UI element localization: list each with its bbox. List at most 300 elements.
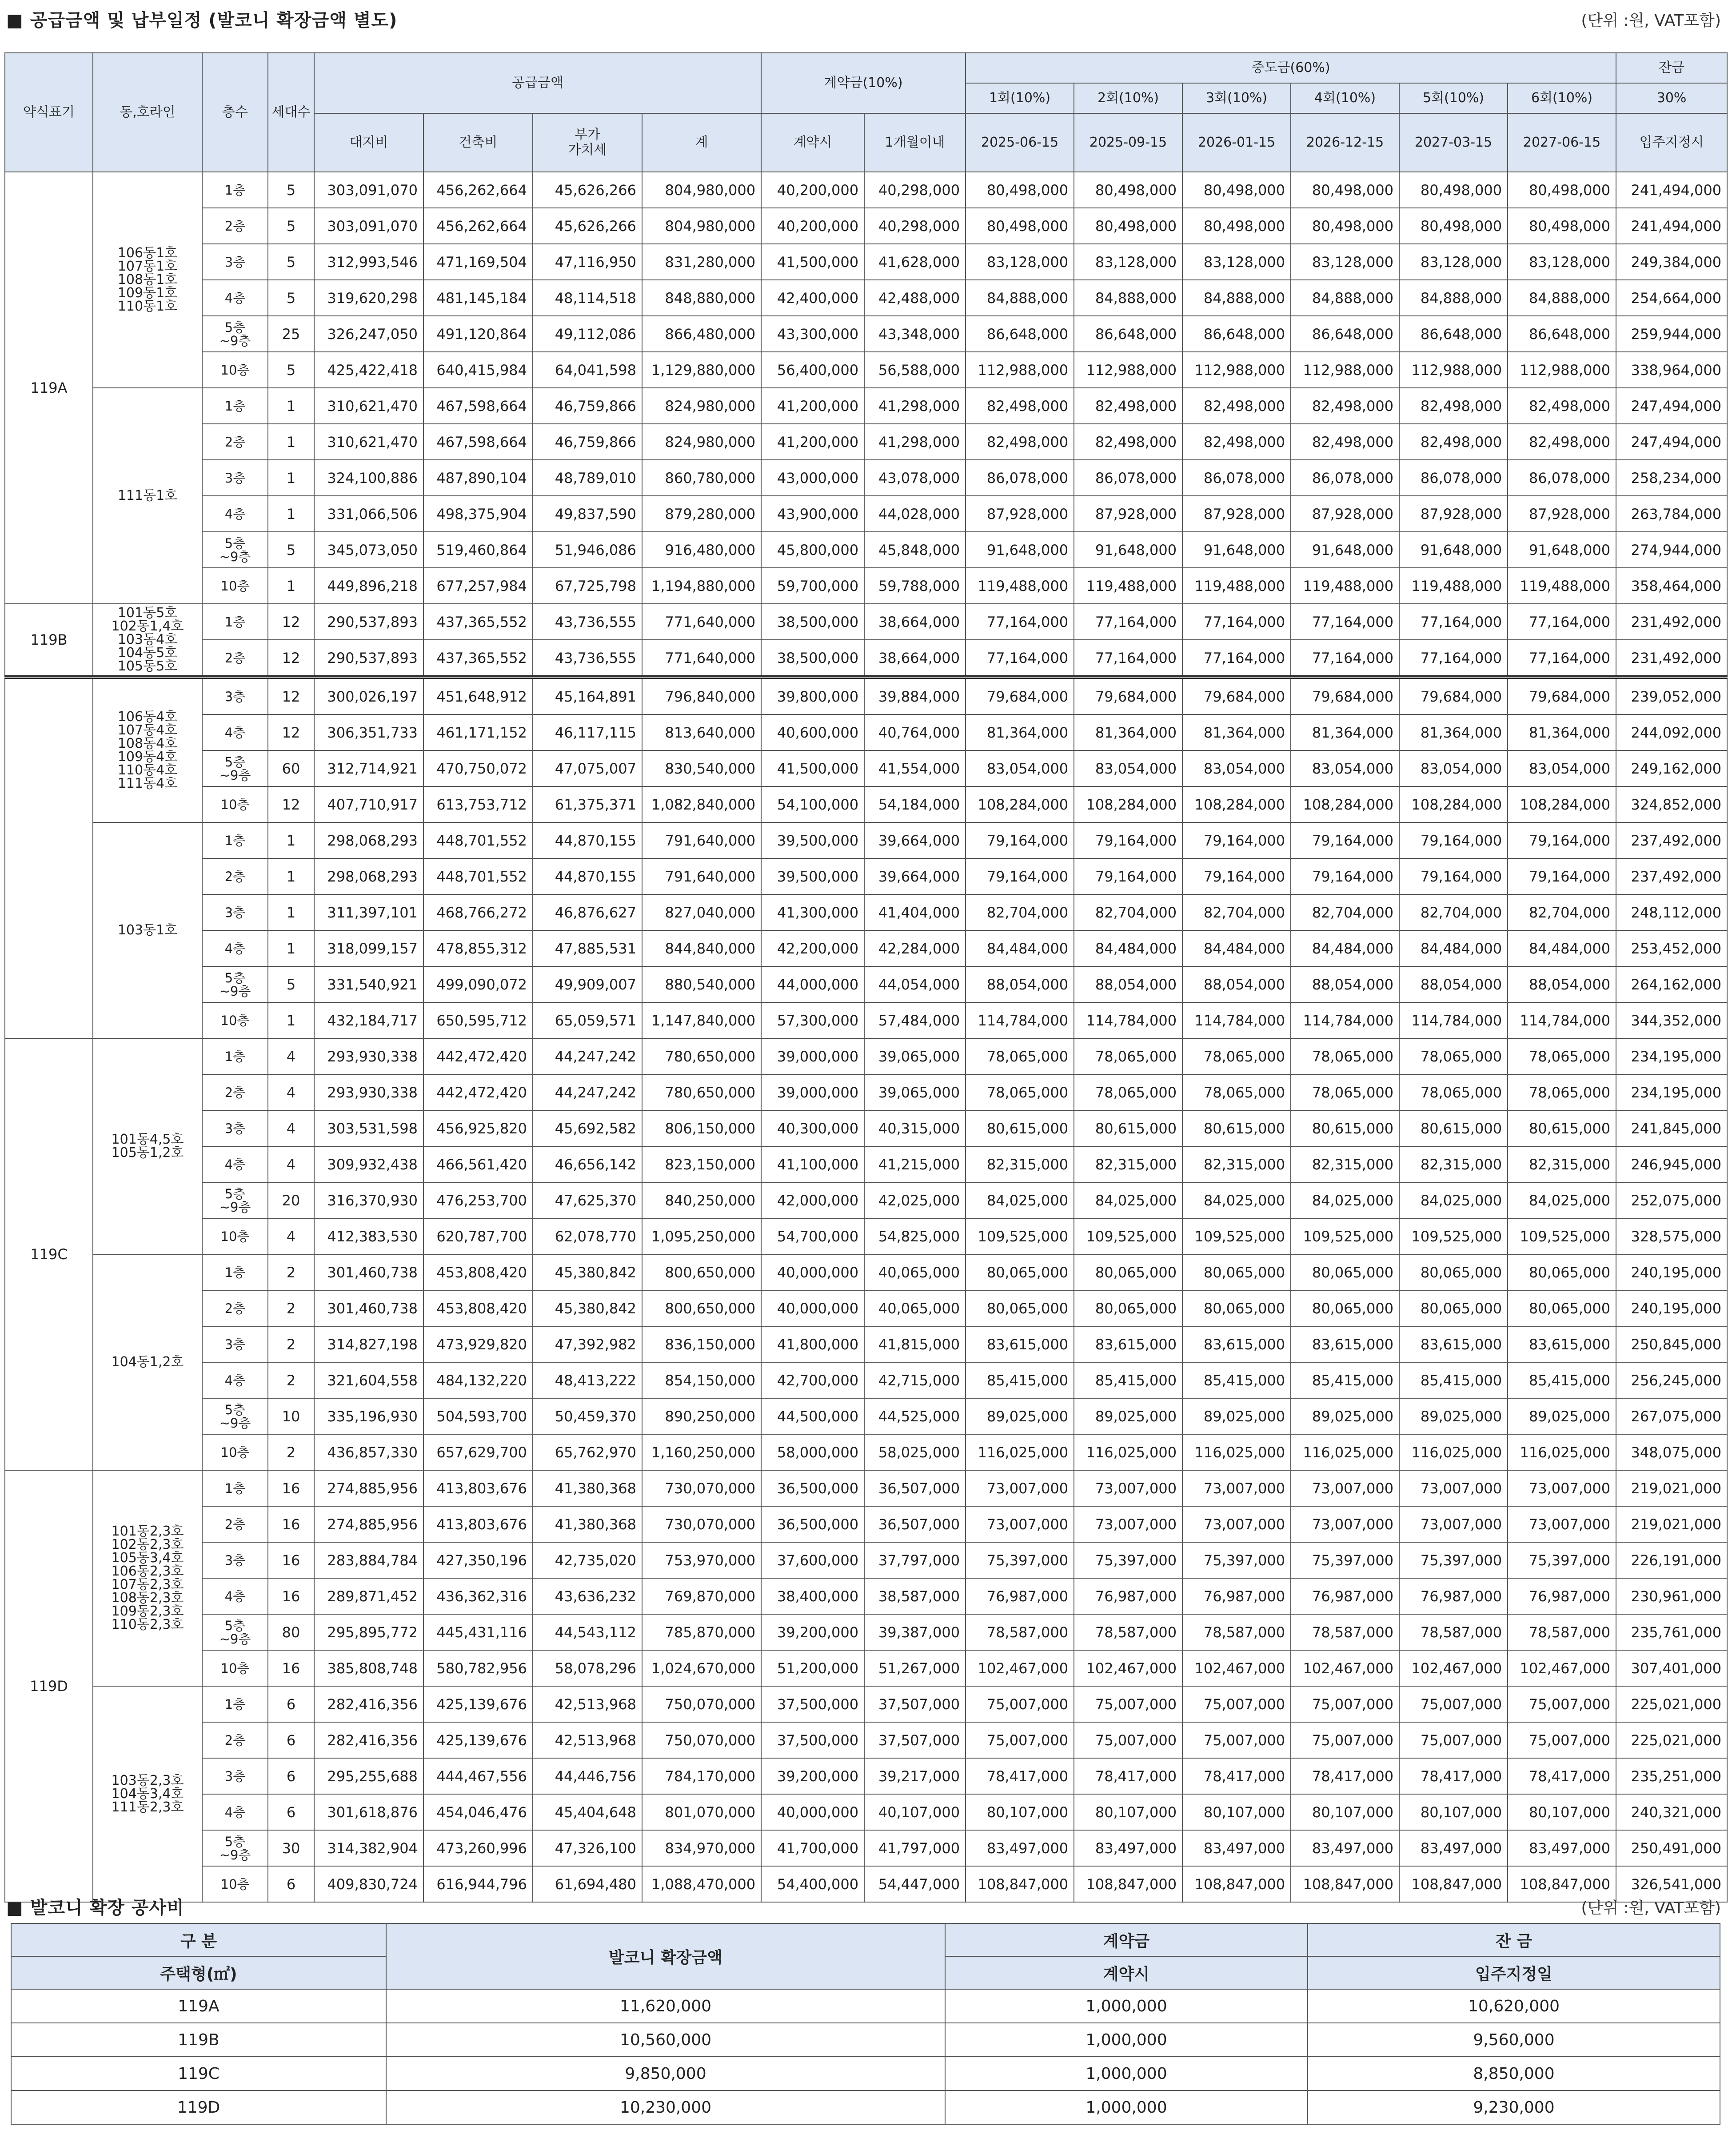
amount-cell: 42,735,020 [533, 1542, 642, 1578]
amount-cell: 298,068,293 [314, 858, 423, 894]
amount-cell: 827,040,000 [642, 894, 761, 930]
balcony-row [11, 2023, 1720, 2057]
amount-cell: 445,431,116 [423, 1614, 533, 1650]
units-cell: 2 [268, 1326, 314, 1362]
amount-cell: 41,404,000 [864, 894, 966, 930]
amount-cell: 311,397,101 [314, 894, 423, 930]
floor-cell: 10층 [202, 568, 268, 604]
floor-cell: 10층 [202, 1650, 268, 1686]
type-cell: 119C [5, 1038, 93, 1470]
amount-cell: 108,284,000 [1291, 786, 1399, 822]
amount-cell: 78,065,000 [1399, 1038, 1508, 1074]
amount-cell: 80,107,000 [1182, 1794, 1291, 1830]
table-row [5, 1722, 1727, 1758]
amount-cell: 44,870,155 [533, 822, 642, 858]
amount-cell: 82,498,000 [1508, 424, 1616, 460]
amount-cell: 240,195,000 [1616, 1290, 1727, 1326]
amount-cell: 41,500,000 [761, 750, 864, 786]
amount-cell: 54,825,000 [864, 1218, 966, 1254]
amount-cell: 54,447,000 [864, 1866, 966, 1902]
amount-cell: 73,007,000 [1074, 1470, 1182, 1506]
table-row [5, 894, 1727, 930]
amount-cell: 780,650,000 [642, 1038, 761, 1074]
amount-cell: 116,025,000 [1399, 1434, 1508, 1470]
amount-cell: 36,507,000 [864, 1470, 966, 1506]
amount-cell: 45,164,891 [533, 677, 642, 714]
col-middle: 중도금(60%) [966, 53, 1616, 83]
amount-cell: 39,065,000 [864, 1074, 966, 1110]
amount-cell: 39,000,000 [761, 1038, 864, 1074]
amount-cell: 38,587,000 [864, 1578, 966, 1614]
table-row [5, 930, 1727, 966]
amount-cell: 75,007,000 [1508, 1722, 1616, 1758]
amount-cell: 73,007,000 [966, 1470, 1074, 1506]
balcony-row [11, 2090, 1720, 2124]
amount-cell: 344,352,000 [1616, 1002, 1727, 1038]
amount-cell: 80,065,000 [1399, 1290, 1508, 1326]
col-balance: 잔금 [1616, 53, 1727, 83]
units-cell: 16 [268, 1470, 314, 1506]
units-cell: 16 [268, 1578, 314, 1614]
floor-cell: 4층 [202, 1362, 268, 1398]
amount-cell: 40,000,000 [761, 1290, 864, 1326]
amount-cell: 425,139,676 [423, 1686, 533, 1722]
amount-cell: 46,759,866 [533, 424, 642, 460]
amount-cell: 79,164,000 [1399, 858, 1508, 894]
amount-cell: 82,498,000 [1074, 424, 1182, 460]
units-cell: 4 [268, 1110, 314, 1146]
table-row [5, 750, 1727, 786]
amount-cell: 37,507,000 [864, 1722, 966, 1758]
amount-cell: 112,988,000 [1182, 352, 1291, 388]
floor-cell: 2층 [202, 1074, 268, 1110]
amount-cell: 84,025,000 [1399, 1182, 1508, 1218]
amount-cell: 82,315,000 [1291, 1146, 1399, 1182]
col-m1: 1회(10%) [966, 83, 1074, 113]
amount-cell: 102,467,000 [966, 1650, 1074, 1686]
amount-cell: 75,397,000 [1182, 1542, 1291, 1578]
units-cell: 6 [268, 1866, 314, 1902]
dong-cell: 101동2,3호 102동2,3호 105동3,4호 106동2,3호 107동2,3호 108동2,3호 109동2,3호 110동2,3호 [93, 1470, 202, 1686]
amount-cell: 880,540,000 [642, 966, 761, 1002]
table-row [5, 208, 1727, 244]
amount-cell: 38,500,000 [761, 604, 864, 640]
balcony-title: ■ 발코니 확장 공사비 [6, 1898, 184, 1918]
amount-cell: 81,364,000 [966, 714, 1074, 750]
amount-cell: 41,797,000 [864, 1830, 966, 1866]
amount-cell: 473,260,996 [423, 1830, 533, 1866]
amount-cell: 78,065,000 [1074, 1074, 1182, 1110]
amount-cell: 42,513,968 [533, 1722, 642, 1758]
amount-cell: 730,070,000 [642, 1470, 761, 1506]
col-land: 대지비 [314, 113, 423, 172]
amount-cell: 40,764,000 [864, 714, 966, 750]
amount-cell: 84,888,000 [1074, 280, 1182, 316]
amount-cell: 75,007,000 [1508, 1686, 1616, 1722]
amount-cell: 44,525,000 [864, 1398, 966, 1434]
amount-cell: 57,484,000 [864, 1002, 966, 1038]
amount-cell: 44,247,242 [533, 1038, 642, 1074]
amount-cell: 436,362,316 [423, 1578, 533, 1614]
amount-cell: 43,300,000 [761, 316, 864, 352]
floor-cell: 5층 ~9층 [202, 1398, 268, 1434]
units-cell: 1 [268, 822, 314, 858]
floor-cell: 1층 [202, 1686, 268, 1722]
amount-cell: 58,000,000 [761, 1434, 864, 1470]
amount-cell: 42,513,968 [533, 1686, 642, 1722]
amount-cell: 310,621,470 [314, 424, 423, 460]
amount-cell: 314,827,198 [314, 1326, 423, 1362]
amount-cell: 91,648,000 [1399, 532, 1508, 568]
amount-cell: 263,784,000 [1616, 496, 1727, 532]
amount-cell: 1,088,470,000 [642, 1866, 761, 1902]
amount-cell: 250,845,000 [1616, 1326, 1727, 1362]
amount-cell: 109,525,000 [1291, 1218, 1399, 1254]
amount-cell: 225,021,000 [1616, 1722, 1727, 1758]
amount-cell: 237,492,000 [1616, 858, 1727, 894]
amount-cell: 499,090,072 [423, 966, 533, 1002]
amount-cell: 76,987,000 [1182, 1578, 1291, 1614]
amount-cell: 247,494,000 [1616, 424, 1727, 460]
amount-cell: 75,007,000 [966, 1722, 1074, 1758]
amount-cell: 77,164,000 [1399, 604, 1508, 640]
amount-cell: 75,397,000 [1399, 1542, 1508, 1578]
floor-cell: 3층 [202, 1758, 268, 1794]
amount-cell: 282,416,356 [314, 1686, 423, 1722]
amount-cell: 804,980,000 [642, 172, 761, 208]
amount-cell: 916,480,000 [642, 532, 761, 568]
amount-cell: 791,640,000 [642, 822, 761, 858]
amount-cell: 83,128,000 [966, 244, 1074, 280]
amount-cell: 41,298,000 [864, 388, 966, 424]
amount-cell: 73,007,000 [1508, 1506, 1616, 1542]
amount-cell: 76,987,000 [966, 1578, 1074, 1614]
amount-cell: 83,615,000 [1074, 1326, 1182, 1362]
col-d2: 2025-09-15 [1074, 113, 1182, 172]
amount-cell: 84,888,000 [1182, 280, 1291, 316]
units-cell: 2 [268, 1434, 314, 1470]
page-title: ■ 공급금액 및 납부일정 (발코니 확장금액 별도) [6, 10, 398, 31]
units-cell: 30 [268, 1830, 314, 1866]
amount-cell: 45,380,842 [533, 1254, 642, 1290]
amount-cell: 40,000,000 [761, 1254, 864, 1290]
amount-cell: 91,648,000 [1508, 532, 1616, 568]
col-d5: 2027-03-15 [1399, 113, 1508, 172]
amount-cell: 119,488,000 [1074, 568, 1182, 604]
amount-cell: 800,650,000 [642, 1254, 761, 1290]
amount-cell: 112,988,000 [1291, 352, 1399, 388]
amount-cell: 43,636,232 [533, 1578, 642, 1614]
amount-cell: 453,808,420 [423, 1254, 533, 1290]
units-cell: 12 [268, 677, 314, 714]
amount-cell: 51,946,086 [533, 532, 642, 568]
amount-cell: 108,284,000 [966, 786, 1074, 822]
amount-cell: 791,640,000 [642, 858, 761, 894]
amount-cell: 77,164,000 [1182, 640, 1291, 677]
units-cell: 12 [268, 714, 314, 750]
type-cell: 119B [5, 604, 93, 677]
amount-cell: 38,400,000 [761, 1578, 864, 1614]
amount-cell: 44,028,000 [864, 496, 966, 532]
amount-cell: 312,714,921 [314, 750, 423, 786]
table-row [5, 966, 1727, 1002]
amount-cell: 78,417,000 [1182, 1758, 1291, 1794]
amount-cell: 86,078,000 [1291, 460, 1399, 496]
amount-cell: 301,618,876 [314, 1794, 423, 1830]
amount-cell: 82,498,000 [1074, 388, 1182, 424]
amount-cell: 83,497,000 [966, 1830, 1074, 1866]
amount-cell: 82,315,000 [1182, 1146, 1291, 1182]
amount-cell: 86,078,000 [966, 460, 1074, 496]
amount-cell: 40,200,000 [761, 172, 864, 208]
amount-cell: 331,540,921 [314, 966, 423, 1002]
amount-cell: 235,251,000 [1616, 1758, 1727, 1794]
table-row [5, 1146, 1727, 1182]
table-row [5, 1758, 1727, 1794]
amount-cell: 290,537,893 [314, 604, 423, 640]
amount-cell: 39,664,000 [864, 822, 966, 858]
amount-cell: 225,021,000 [1616, 1686, 1727, 1722]
amount-cell: 82,704,000 [1291, 894, 1399, 930]
amount-cell: 468,766,272 [423, 894, 533, 930]
amount-cell: 89,025,000 [1399, 1398, 1508, 1434]
amount-cell: 425,139,676 [423, 1722, 533, 1758]
amount-cell: 45,692,582 [533, 1110, 642, 1146]
amount-cell: 77,164,000 [1508, 640, 1616, 677]
amount-cell: 840,250,000 [642, 1182, 761, 1218]
amount-cell: 47,326,100 [533, 1830, 642, 1866]
amount-cell: 80,498,000 [1074, 208, 1182, 244]
amount-cell: 83,497,000 [1508, 1830, 1616, 1866]
amount-cell: 41,380,368 [533, 1470, 642, 1506]
amount-cell: 82,498,000 [1182, 424, 1291, 460]
amount-cell: 831,280,000 [642, 244, 761, 280]
amount-cell: 801,070,000 [642, 1794, 761, 1830]
amount-cell: 326,541,000 [1616, 1866, 1727, 1902]
amount-cell: 40,298,000 [864, 172, 966, 208]
floor-cell: 1층 [202, 822, 268, 858]
amount-cell: 80,498,000 [1182, 172, 1291, 208]
amount-cell: 456,925,820 [423, 1110, 533, 1146]
amount-cell: 226,191,000 [1616, 1542, 1727, 1578]
amount-cell: 116,025,000 [1182, 1434, 1291, 1470]
floor-cell: 2층 [202, 424, 268, 460]
amount-cell: 39,217,000 [864, 1758, 966, 1794]
amount-cell: 79,164,000 [1074, 858, 1182, 894]
amount-cell: 88,054,000 [1182, 966, 1291, 1002]
amount-cell: 259,944,000 [1616, 316, 1727, 352]
amount-cell: 44,247,242 [533, 1074, 642, 1110]
amount-cell: 436,857,330 [314, 1434, 423, 1470]
amount-cell: 102,467,000 [1074, 1650, 1182, 1686]
floor-cell: 5층 ~9층 [202, 1614, 268, 1650]
amount-cell: 78,065,000 [1508, 1074, 1616, 1110]
floor-cell: 2층 [202, 1506, 268, 1542]
amount-cell: 274,885,956 [314, 1470, 423, 1506]
amount-cell: 112,988,000 [1508, 352, 1616, 388]
balcony-balance-cell: 8,850,000 [1308, 2057, 1720, 2090]
amount-cell: 303,091,070 [314, 172, 423, 208]
amount-cell: 306,351,733 [314, 714, 423, 750]
amount-cell: 83,128,000 [1291, 244, 1399, 280]
amount-cell: 78,065,000 [966, 1038, 1074, 1074]
amount-cell: 301,460,738 [314, 1254, 423, 1290]
amount-cell: 800,650,000 [642, 1290, 761, 1326]
amount-cell: 80,065,000 [1399, 1254, 1508, 1290]
amount-cell: 476,253,700 [423, 1182, 533, 1218]
amount-cell: 444,467,556 [423, 1758, 533, 1794]
amount-cell: 84,888,000 [1508, 280, 1616, 316]
amount-cell: 89,025,000 [1508, 1398, 1616, 1434]
amount-cell: 76,987,000 [1508, 1578, 1616, 1614]
amount-cell: 46,876,627 [533, 894, 642, 930]
amount-cell: 59,700,000 [761, 568, 864, 604]
table-row [5, 1110, 1727, 1146]
amount-cell: 86,648,000 [1291, 316, 1399, 352]
units-cell: 25 [268, 316, 314, 352]
floor-cell: 4층 [202, 930, 268, 966]
amount-cell: 54,184,000 [864, 786, 966, 822]
amount-cell: 39,387,000 [864, 1614, 966, 1650]
amount-cell: 102,467,000 [1182, 1650, 1291, 1686]
balcony-col-balance: 잔 금 [1308, 1923, 1720, 1956]
amount-cell: 75,007,000 [1399, 1686, 1508, 1722]
amount-cell: 39,800,000 [761, 677, 864, 714]
balcony-col-contract-at: 계약시 [945, 1956, 1308, 1989]
table-row [5, 1326, 1727, 1362]
amount-cell: 231,492,000 [1616, 604, 1727, 640]
amount-cell: 80,065,000 [966, 1254, 1074, 1290]
units-cell: 12 [268, 786, 314, 822]
amount-cell: 824,980,000 [642, 424, 761, 460]
amount-cell: 41,380,368 [533, 1506, 642, 1542]
amount-cell: 39,500,000 [761, 822, 864, 858]
amount-cell: 75,397,000 [966, 1542, 1074, 1578]
floor-cell: 5층 ~9층 [202, 316, 268, 352]
amount-cell: 77,164,000 [1508, 604, 1616, 640]
amount-cell: 84,484,000 [966, 930, 1074, 966]
amount-cell: 75,007,000 [1182, 1722, 1291, 1758]
amount-cell: 41,200,000 [761, 388, 864, 424]
floor-cell: 1층 [202, 1254, 268, 1290]
amount-cell: 58,025,000 [864, 1434, 966, 1470]
amount-cell: 487,890,104 [423, 460, 533, 496]
amount-cell: 80,498,000 [966, 208, 1074, 244]
amount-cell: 85,415,000 [1074, 1362, 1182, 1398]
units-cell: 6 [268, 1722, 314, 1758]
amount-cell: 43,900,000 [761, 496, 864, 532]
floor-cell: 5층 ~9층 [202, 1182, 268, 1218]
col-type: 약식표기 [5, 53, 93, 172]
amount-cell: 80,498,000 [1182, 208, 1291, 244]
balcony-amount-cell: 9,850,000 [386, 2057, 945, 2090]
amount-cell: 114,784,000 [1182, 1002, 1291, 1038]
amount-cell: 78,065,000 [1399, 1074, 1508, 1110]
units-cell: 6 [268, 1794, 314, 1830]
amount-cell: 80,107,000 [1399, 1794, 1508, 1830]
amount-cell: 85,415,000 [1508, 1362, 1616, 1398]
amount-cell: 860,780,000 [642, 460, 761, 496]
amount-cell: 80,065,000 [1291, 1290, 1399, 1326]
floor-cell: 10층 [202, 352, 268, 388]
amount-cell: 425,422,418 [314, 352, 423, 388]
amount-cell: 470,750,072 [423, 750, 533, 786]
amount-cell: 461,171,152 [423, 714, 533, 750]
amount-cell: 249,384,000 [1616, 244, 1727, 280]
table-row [5, 1074, 1727, 1110]
units-cell: 16 [268, 1506, 314, 1542]
amount-cell: 48,413,222 [533, 1362, 642, 1398]
amount-cell: 54,400,000 [761, 1866, 864, 1902]
amount-cell: 42,025,000 [864, 1182, 966, 1218]
amount-cell: 519,460,864 [423, 532, 533, 568]
units-cell: 5 [268, 208, 314, 244]
amount-cell: 80,498,000 [966, 172, 1074, 208]
amount-cell: 108,847,000 [1508, 1866, 1616, 1902]
amount-cell: 80,498,000 [1291, 172, 1399, 208]
amount-cell: 80,615,000 [1182, 1110, 1291, 1146]
amount-cell: 81,364,000 [1182, 714, 1291, 750]
amount-cell: 456,262,664 [423, 208, 533, 244]
amount-cell: 295,895,772 [314, 1614, 423, 1650]
col-d4: 2026-12-15 [1291, 113, 1399, 172]
floor-cell: 10층 [202, 1218, 268, 1254]
amount-cell: 102,467,000 [1291, 1650, 1399, 1686]
amount-cell: 77,164,000 [1291, 604, 1399, 640]
dong-cell: 101동5호 102동1,4호 103동4호 104동5호 105동5호 [93, 604, 202, 677]
amount-cell: 1,129,880,000 [642, 352, 761, 388]
amount-cell: 1,194,880,000 [642, 568, 761, 604]
amount-cell: 427,350,196 [423, 1542, 533, 1578]
units-cell: 1 [268, 568, 314, 604]
amount-cell: 41,500,000 [761, 244, 864, 280]
amount-cell: 45,380,842 [533, 1290, 642, 1326]
amount-cell: 40,300,000 [761, 1110, 864, 1146]
balcony-col-amount: 발코니 확장금액 [386, 1923, 945, 1989]
amount-cell: 67,725,798 [533, 568, 642, 604]
amount-cell: 86,078,000 [1074, 460, 1182, 496]
col-supply: 공급금액 [314, 53, 761, 113]
amount-cell: 848,880,000 [642, 280, 761, 316]
amount-cell: 823,150,000 [642, 1146, 761, 1182]
amount-cell: 77,164,000 [1074, 640, 1182, 677]
amount-cell: 78,417,000 [966, 1758, 1074, 1794]
amount-cell: 80,498,000 [1074, 172, 1182, 208]
table-header [5, 53, 1727, 172]
amount-cell: 1,095,250,000 [642, 1218, 761, 1254]
col-m5: 5회(10%) [1399, 83, 1508, 113]
amount-cell: 82,704,000 [1508, 894, 1616, 930]
amount-cell: 453,808,420 [423, 1290, 533, 1326]
amount-cell: 80,065,000 [1074, 1290, 1182, 1326]
amount-cell: 82,704,000 [966, 894, 1074, 930]
amount-cell: 42,400,000 [761, 280, 864, 316]
amount-cell: 80,498,000 [1399, 208, 1508, 244]
col-total: 계 [642, 113, 761, 172]
amount-cell: 78,417,000 [1508, 1758, 1616, 1794]
amount-cell: 44,054,000 [864, 966, 966, 1002]
dong-cell: 104동1,2호 [93, 1254, 202, 1470]
table-row [5, 858, 1727, 894]
amount-cell: 108,284,000 [1508, 786, 1616, 822]
amount-cell: 289,871,452 [314, 1578, 423, 1614]
amount-cell: 442,472,420 [423, 1038, 533, 1074]
amount-cell: 80,615,000 [1074, 1110, 1182, 1146]
amount-cell: 78,065,000 [1508, 1038, 1616, 1074]
balcony-table [11, 1923, 1720, 2125]
amount-cell: 119,488,000 [1399, 568, 1508, 604]
amount-cell: 237,492,000 [1616, 822, 1727, 858]
